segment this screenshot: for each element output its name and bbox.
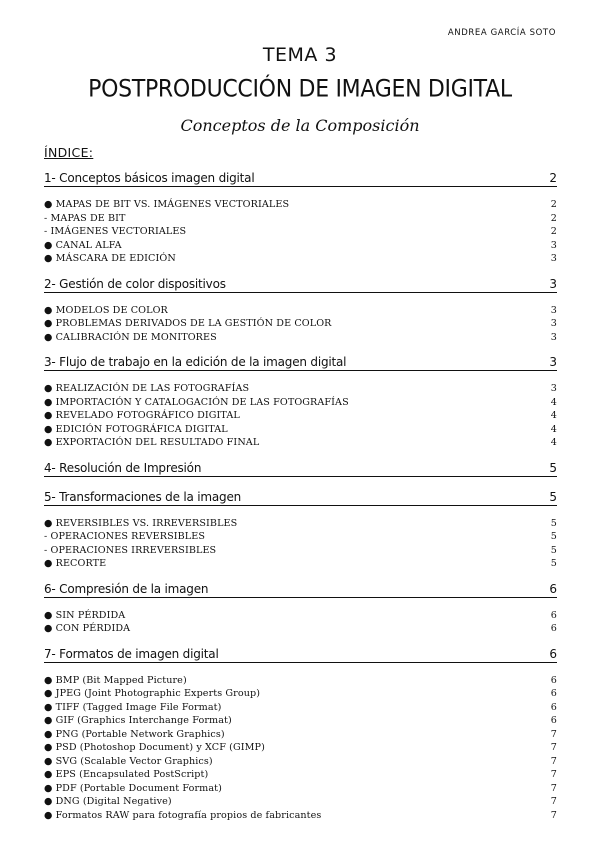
toc-item-page-number: 7 (550, 769, 557, 780)
toc-item[interactable] (44, 424, 557, 438)
toc-item-label: ● REVERSIBLES VS. IRREVERSIBLES (44, 517, 238, 529)
toc-item-page-number: 6 (550, 609, 557, 621)
toc-item[interactable] (44, 545, 557, 559)
page-title: POSTPRODUCCIÓN DE IMAGEN DIGITAL (88, 76, 512, 103)
toc-item-label: ● TIFF (Tagged Image File Format) (44, 701, 222, 713)
toc-item[interactable] (44, 383, 557, 397)
toc-item-page-number: 7 (550, 742, 557, 753)
toc-item-page-number: 3 (550, 318, 557, 329)
toc-item-page-number: 6 (550, 623, 557, 634)
toc-item-page-number: 2 (550, 212, 557, 224)
toc-item-page-number: 7 (550, 728, 557, 740)
section-title: 6- Compresión de la imagen (44, 581, 209, 596)
toc-item-label: ● CON PÉRDIDA (44, 623, 131, 634)
toc-item-page-number: 7 (550, 782, 557, 794)
toc-item[interactable] (44, 688, 557, 702)
toc-section-heading[interactable] (44, 581, 557, 598)
toc-item-page-number: 5 (550, 544, 557, 556)
section-spacer (44, 823, 557, 832)
toc-item[interactable] (44, 305, 557, 319)
toc-item-label: ● MODELOS DE COLOR (44, 304, 168, 316)
index-heading: ÍNDICE: (44, 145, 94, 160)
toc-item-page-number: 3 (550, 383, 557, 394)
toc-item[interactable] (44, 518, 557, 532)
toc-item-label: ● REALIZACIÓN DE LAS FOTOGRAFÍAS (44, 383, 250, 394)
toc-item[interactable] (44, 531, 557, 545)
section-spacer (44, 637, 557, 646)
section-page-number: 3 (549, 276, 557, 291)
toc-item-label: ● PNG (Portable Network Graphics) (44, 728, 225, 740)
toc-item[interactable] (44, 332, 557, 346)
toc-item-label: - OPERACIONES IRREVERSIBLES (44, 544, 217, 556)
toc-item-label: ● MAPAS DE BIT VS. IMÁGENES VECTORIALES (44, 199, 290, 210)
toc-item[interactable] (44, 715, 557, 729)
toc-section-heading[interactable] (44, 354, 557, 371)
toc-item-label: ● PSD (Photoshop Document) y XCF (GIMP) (44, 742, 265, 753)
toc-item-label: ● PROBLEMAS DERIVADOS DE LA GESTIÓN DE COLOR (44, 318, 332, 329)
toc-section-heading[interactable] (44, 489, 557, 506)
toc-item[interactable] (44, 199, 557, 213)
toc-item-label: ● MÁSCARA DE EDICIÓN (44, 253, 176, 264)
toc-item[interactable] (44, 756, 557, 770)
section-page-number: 2 (549, 171, 557, 185)
toc-item-page-number: 5 (550, 558, 557, 569)
toc-item-label: ● CALIBRACIÓN DE MONITORES (44, 331, 217, 343)
toc-item[interactable] (44, 318, 557, 332)
toc-item-page-number: 6 (550, 701, 557, 713)
toc-item-page-number: 3 (550, 331, 557, 343)
page-subtitle: Conceptos de la Composición (180, 116, 420, 135)
toc-item-page-number: 4 (550, 423, 557, 435)
toc-item[interactable] (44, 810, 557, 824)
toc-item-label: ● Formatos RAW para fotografía propios de fabricantes (44, 809, 322, 821)
toc-item[interactable] (44, 397, 557, 411)
toc-item-label: ● BMP (Bit Mapped Picture) (44, 674, 187, 686)
toc-item[interactable] (44, 769, 557, 783)
section-spacer (44, 345, 557, 354)
toc-item-page-number: 4 (550, 437, 557, 448)
section-spacer (44, 451, 557, 460)
toc-item[interactable] (44, 226, 557, 240)
toc-item-label: ● EPS (Encapsulated PostScript) (44, 769, 209, 780)
section-page-number: 5 (549, 489, 557, 504)
toc-item[interactable] (44, 253, 557, 267)
toc-item-label: - IMÁGENES VECTORIALES (44, 226, 187, 237)
section-title: 4- Resolución de Impresión (44, 460, 202, 475)
toc-item-page-number: 6 (550, 688, 557, 699)
toc-item-page-number: 2 (550, 226, 557, 237)
toc-section-heading[interactable] (44, 170, 557, 187)
toc-item-page-number: 2 (550, 199, 557, 210)
toc-item-page-number: 7 (550, 796, 557, 807)
toc-item-label: ● SVG (Scalable Vector Graphics) (44, 755, 213, 767)
section-page-number: 6 (549, 646, 557, 661)
section-page-number: 5 (549, 460, 557, 475)
toc-section-heading[interactable] (44, 276, 557, 293)
toc-item[interactable] (44, 675, 557, 689)
toc-item-label: ● SIN PÉRDIDA (44, 609, 126, 621)
toc-item[interactable] (44, 742, 557, 756)
toc-item-page-number: 6 (550, 715, 557, 726)
toc-item-page-number: 7 (550, 809, 557, 821)
toc-item[interactable] (44, 410, 557, 424)
toc-item-label: ● JPEG (Joint Photographic Experts Group) (44, 688, 261, 699)
toc-item-page-number: 5 (550, 531, 557, 542)
toc-section-heading[interactable] (44, 646, 557, 663)
toc-item-label: ● EXPORTACIÓN DEL RESULTADO FINAL (44, 437, 260, 448)
toc-item-label: - MAPAS DE BIT (44, 212, 126, 224)
toc-item[interactable] (44, 623, 557, 637)
section-page-number: 6 (549, 581, 557, 596)
toc-item[interactable] (44, 213, 557, 227)
toc-item-label: ● IMPORTACIÓN Y CATALOGACIÓN DE LAS FOTOGRAFÍAS (44, 396, 349, 408)
toc-item[interactable] (44, 796, 557, 810)
toc-section-heading[interactable] (44, 460, 557, 477)
toc-item-page-number: 3 (550, 239, 557, 251)
section-title: 2- Gestión de color dispositivos (44, 276, 226, 291)
toc-item-label: ● RECORTE (44, 558, 107, 569)
toc-item-label: ● REVELADO FOTOGRÁFICO DIGITAL (44, 410, 240, 421)
toc-item-page-number: 4 (550, 396, 557, 408)
toc-item-label: ● CANAL ALFA (44, 239, 122, 251)
toc-item[interactable] (44, 240, 557, 254)
toc-item-page-number: 5 (550, 517, 557, 529)
section-spacer (44, 267, 557, 276)
toc-item[interactable] (44, 610, 557, 624)
section-title: 1- Conceptos básicos imagen digital (44, 171, 255, 185)
toc-item-label: ● PDF (Portable Document Format) (44, 782, 222, 794)
table-of-contents (44, 170, 557, 832)
toc-item-page-number: 7 (550, 755, 557, 767)
toc-item-label: ● DNG (Digital Negative) (44, 796, 172, 807)
section-title: 7- Formatos de imagen digital (44, 646, 219, 661)
toc-item[interactable] (44, 729, 557, 743)
toc-item-page-number: 3 (550, 304, 557, 316)
section-title: 5- Transformaciones de la imagen (44, 489, 242, 504)
toc-item[interactable] (44, 437, 557, 451)
author-name: ANDREA GARCÍA SOTO (447, 28, 556, 38)
toc-item-label: ● GIF (Graphics Interchange Format) (44, 715, 232, 726)
toc-item-label: - OPERACIONES REVERSIBLES (44, 531, 206, 542)
toc-item-page-number: 3 (550, 253, 557, 264)
section-title: 3- Flujo de trabajo en la edición de la imagen digital (44, 355, 347, 369)
toc-item[interactable] (44, 783, 557, 797)
toc-item-page-number: 6 (550, 674, 557, 686)
topic-number: TEMA 3 (262, 44, 338, 66)
section-page-number: 3 (549, 355, 557, 369)
toc-item[interactable] (44, 702, 557, 716)
toc-item-page-number: 4 (550, 410, 557, 421)
toc-item-label: ● EDICIÓN FOTOGRÁFICA DIGITAL (44, 423, 228, 435)
toc-item[interactable] (44, 558, 557, 572)
section-spacer (44, 572, 557, 581)
